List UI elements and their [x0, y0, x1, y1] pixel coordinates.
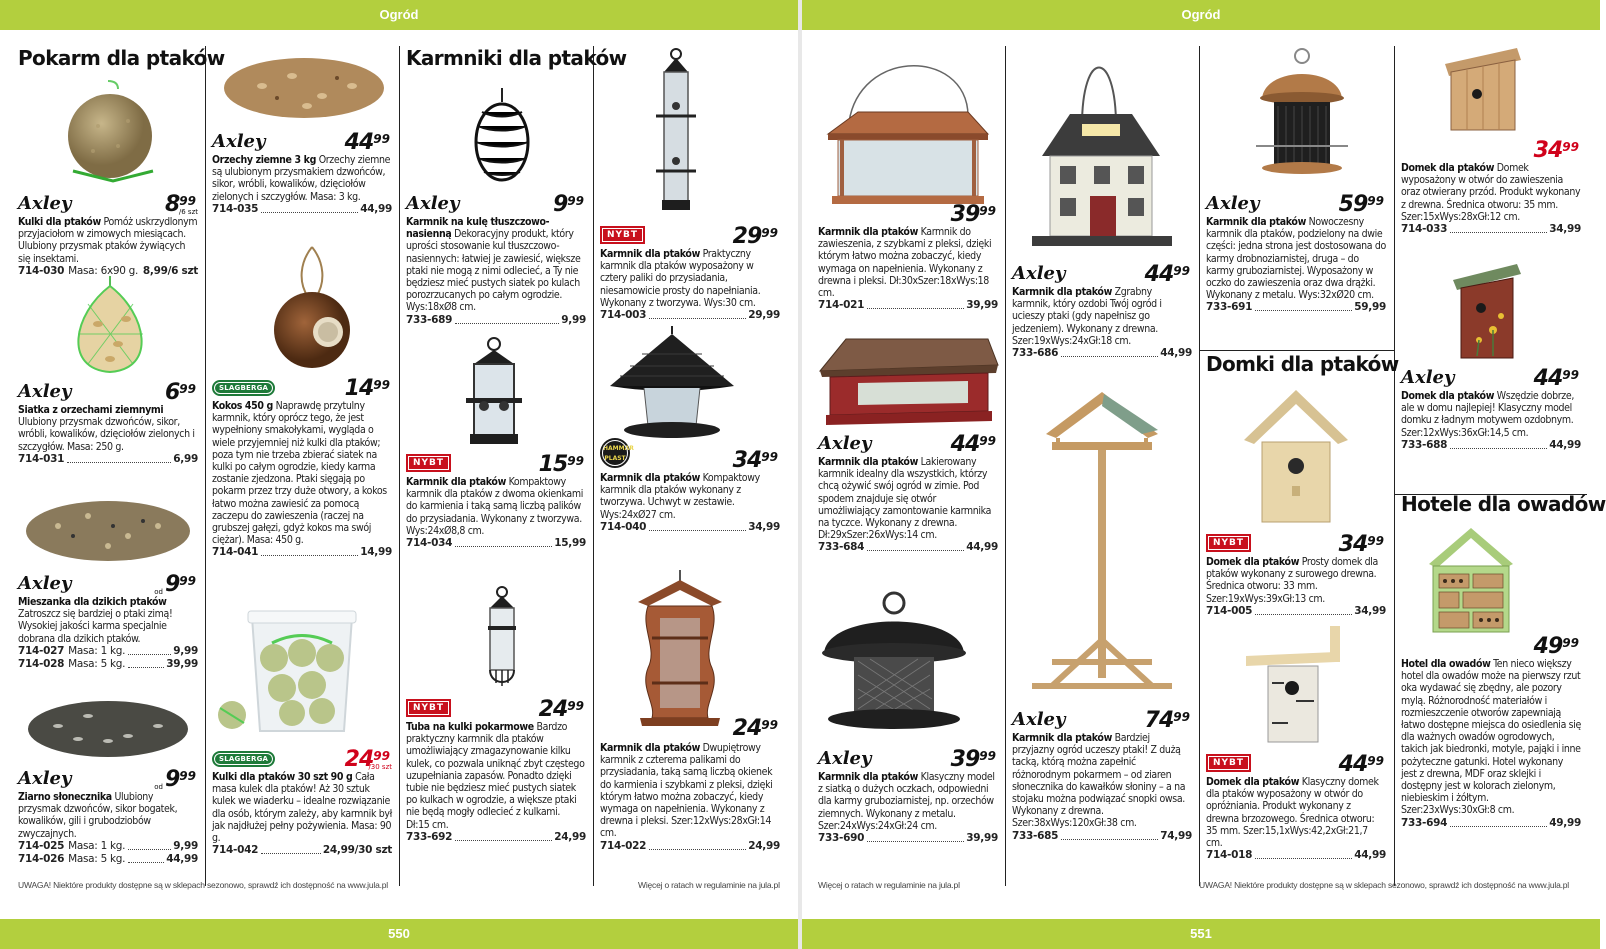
price: $44^{99}$ [1144, 262, 1190, 287]
section-title-domki: Domki dla ptaków [1206, 352, 1399, 376]
product-714-018[interactable]: NYBT $44^{99}$ Domek dla ptaków Klasyczny domek dla ptaków wyposażony w otwór do opróżniania. Produkt wykonany z drewna brzozowego. Średnica otworu: 35 mm. Szer:15,1xWys:42,2xGł:21,7 cm. 714-018 44,99 [1206, 626, 1386, 862]
product-image [1012, 386, 1192, 702]
column-divider [205, 46, 206, 886]
product-image [600, 322, 780, 442]
product-image [18, 274, 198, 374]
product-image [1206, 386, 1386, 526]
price: $39^{99}$ [950, 747, 996, 772]
product-image [600, 568, 780, 728]
page-header-right: Ogród [802, 0, 1600, 30]
footnote-availability: UWAGA! Niektóre produkty dostępne są w sklepach sezonowo, sprawdź ich dostępność na www.jula.pl [18, 880, 388, 890]
product-name: Kulki dla ptaków [18, 216, 101, 228]
product-image [18, 486, 198, 566]
product-714-031[interactable]: Axley $6^{99}$ Siatka z orzechami ziemnymi Ulubiony przysmak dzwońców, sikor, wróbli, kowalików, dzięciołów zielonych i szczygłów. Masa: 250 g. 714-031 6,99 [18, 274, 198, 466]
column-divider [1005, 46, 1006, 886]
product-733-689[interactable]: Axley $9^{99}$ Karmnik na kulę tłuszczowo-nasienną Dekoracyjny produkt, który uprości stosowanie kul tłuszczowo-nasiennych: łatwiej je zawiesić, większe ptaki nie mogą z nimi odlecieć, a Ty nie będziesz mieć pustych siatek po kulach porozrzucanych po całym ogrodzie. Wys:18xØ8 cm. 733-689 9,99 [406, 86, 586, 327]
product-714-041[interactable]: SLAGBERGA $14^{99}$ Kokos 450 g Naprawdę przytulny karmnik, który oprócz tego, że jest wypełniony smakołykami, wygląda o wiele przyjemniej niż kulki dla ptaków; poza tym nie trzeba zbierać siatek na kulki po całym ogrodzie, kiedy karma zostanie zjedzona. Ptaki sięgają po pokarm przez trzy duże otwory, a kokos łatwo można zawiesić za pomocą zaczepu do zawieszenia (raczej na grubszej gałęzi, gdyż kokos ma swój ciężar). Masa: 450 g. 714-041 14,99 [212, 242, 392, 559]
footnote-installments: Więcej o ratach w regulaminie na jula.pl [818, 880, 960, 890]
column-divider [593, 46, 594, 886]
price: $od9^{99}$ [154, 572, 196, 597]
product-714-003[interactable]: NYBT $29^{99}$ Karmnik dla ptaków Praktyczny karmnik dla ptaków wyposażony w cztery paliki do przysiadania, niesamowicie prosty do napełniania. Wykonany z tworzywa. Wys:30 cm. 714-003 29,99 [600, 46, 780, 322]
price: $14^{99}$ [344, 376, 390, 401]
product-image [18, 76, 198, 186]
column-pokarm-2 [212, 46, 392, 886]
product-714-030[interactable]: Axley $8^{99}$ /6 szt Kulki dla ptaków Pomóż uskrzydlonym przyjaciołom w zimowych miesiącach. Ulubiony przysmak ptaków żywiących się insektami. 714-030 Masa: 6x90 g. 8,99/6 szt [18, 76, 198, 278]
price: $74^{99}$ [1144, 708, 1190, 733]
product-733-688[interactable]: Axley $44^{99}$ Domek dla ptaków Wszędzie dobrze, ale w domu najlepiej! Klasyczny model domku z ładnym motywem ozdobnym. Szer:12xWys:36xGł:14,5 cm. 733-688 44,99 [1401, 260, 1581, 452]
price: $44^{99}$ [1533, 366, 1579, 391]
product-image [818, 591, 998, 741]
footnote-availability: UWAGA! Niektóre produkty dostępne są w sklepach sezonowo, sprawdź ich dostępność na www.jula.pl [1199, 880, 1569, 890]
page-header-left: Ogród [0, 0, 798, 30]
footnote-installments: Więcej o ratach w regulaminie na jula.pl [638, 880, 780, 890]
product-733-685[interactable]: Axley $74^{99}$ Karmnik dla ptaków Bardziej przyjazny ogród uczeszy ptaki! Z dużą tacką, którą można zapełnić różnorodnym pokarmem – od ziaren słonecznika do kawałków słoniny – a na stojaku można podwiązać snopki owsa. Wykonany z drewna. Szer:38xWys:120xGł:38 cm. 733-685 74,99 [1012, 386, 1192, 843]
product-image [1206, 626, 1386, 746]
product-714-025[interactable]: Axley $od9^{99}$ Ziarno słonecznika Ulubiony przysmak dzwońców, sikor bogatek, kowalików, gili i grubodziobów zwyczajnych. 714-025 Masa: 1 kg. 9,99 714-026 Masa: 5 kg. 44,99 [18, 691, 198, 866]
product-714-040[interactable]: HAMMAR PLAST $34^{99}$ Karmnik dla ptaków Kompaktowy karmnik dla ptaków wykonany z tworzywa. Uchwyt w zestawie. Wys:24xØ27 cm. 714-040 34,99 [600, 322, 780, 534]
product-image [406, 86, 586, 186]
product-image [406, 586, 586, 691]
brand-nybt: NYBT [406, 454, 451, 472]
product-image [1401, 260, 1581, 360]
price: $44^{99}$ [1338, 752, 1384, 777]
product-714-034[interactable]: NYBT $15^{99}$ Karmnik dla ptaków Kompaktowy karmnik dla ptaków z dwoma okienkami do karmienia i taką samą liczbą palików do przysiadania. Wykonany z tworzywa. Wys:24xØ8,8 cm. 714-034 15,99 [406, 336, 586, 550]
product-714-021[interactable]: $39^{99}$ Karmnik dla ptaków Karmnik do zawieszenia, z szybkami z pleksi, dzięki którym łatwo można zobaczyć, kiedy wymaga on napełnienia. Wykonany z drewna i pleksi. Dł:30xSzer:18xWys:18 cm. 714-021 39,99 [818, 46, 998, 312]
column-karmniki-3 [818, 46, 998, 886]
product-image [1401, 46, 1581, 134]
product-image [818, 46, 998, 206]
price: $49^{99}$ [1533, 634, 1579, 659]
product-image [600, 46, 780, 218]
product-image [818, 331, 998, 426]
product-714-035[interactable]: Axley $44^{99}$ Orzechy ziemne 3 kg Orzechy ziemne są ulubionym przysmakiem dzwońców, sikor, wróbli, kowalików, dzięciołów zielonych i szczygłów. Masa: 3 kg. 714-035 44,99 [212, 46, 392, 216]
price: $24^{99}$ [732, 716, 778, 741]
column-divider [1199, 46, 1200, 886]
price: $34^{99}$ [732, 448, 778, 473]
product-733-692[interactable]: NYBT $24^{99}$ Tuba na kulki pokarmowe Bardzo praktyczny karmnik dla ptaków umożliwiający zmagazynowanie kilku kulek, co pozwala uniknąć zbyt częstego uzupełniania zapasów. Ponadto dzięki tubie nie będziesz mieć pustych siatek po kulkach w ogrodzie, a większe ptaki nie będą mogły odlecieć z kulkami. Dł:15 cm. 733-692 24,99 [406, 586, 586, 844]
column-karmniki-4 [1012, 46, 1192, 886]
price: $29^{99}$ [732, 224, 778, 249]
price: $34^{99}$ [1533, 138, 1579, 163]
column-domki [1206, 46, 1399, 886]
price: $44^{99}$ [344, 130, 390, 155]
brand-hammar: HAMMAR PLAST [600, 438, 630, 468]
price: $15^{99}$ [538, 452, 584, 477]
product-image [18, 691, 198, 761]
column-divider [399, 46, 400, 886]
price: $24^{99}$ [538, 697, 584, 722]
column-divider [1394, 46, 1395, 886]
product-733-694[interactable]: $49^{99}$ Hotel dla owadów Ten nieco większy hotel dla owadów może na pierwszy rzut oka wydawać się zbędny, ale pozory mylą. Różnorodność materiałów i rozmieszczenie otworów zapewniają łatwo dostępne miejsca do osiedlenia się dla ważnych owadów ogrodowych, takich jak biedronki, motyle, pająki i inne pożyteczne gatunki. Hotel wykonany jest z drewna, MDF oraz sklejki i dostępny jest w kolorach zielonym, niebieskim i żółtym. Szer:23xWys:30xGł:8 cm. 733-694 49,99 [1401, 524, 1581, 830]
product-image [212, 242, 392, 370]
price: $od9^{99}$ [154, 767, 196, 792]
product-733-686[interactable]: Axley $44^{99}$ Karmnik dla ptaków Zgrabny karmnik, który ozdobi Twój ogród i ucieszy ptaki (gdy napełnisz go jedzeniem). Wykonany z drewna. Szer:19xWys:24xGł:18 cm. 733-686 44,99 [1012, 46, 1192, 360]
product-image [406, 336, 586, 446]
column-pokarm [18, 46, 225, 886]
brand-slagberga: SLAGBERGA [212, 380, 275, 396]
product-733-690[interactable]: Axley $39^{99}$ Karmnik dla ptaków Klasyczny model z siatką o dużych oczkach, odpowiedni dla karmy gruboziarnistej, np. orzechów ziemnych. Wykonany z metalu. Szer:24xWys:24xGł:24 cm. 733-690 39,99 [818, 591, 998, 845]
product-733-691[interactable]: Axley $59^{99}$ Karmnik dla ptaków Nowoczesny karmnik dla ptaków, podzielony na dwie części: jedna strona jest dostosowana do karmy drobnoziarnistej, druga – do karmy gruboziarnistej. Wyposażony w oczko do zawieszenia oraz dwa drążki. Wykonany z metalu. Wys:32xØ20 cm. 733-691 59,99 [1206, 46, 1386, 314]
product-733-684[interactable]: Axley $44^{99}$ Karmnik dla ptaków Lakierowany karmnik idealny dla wszystkich, którzy chcą ożywić swój ogród w zimie. Pod spodem znajduje się otwór umożliwiający zamontowanie karmnika na tyczce. Wykonany z drewna. Dł:29xSzer:26xWys:14 cm. 733-684 44,99 [818, 331, 998, 554]
price: $39^{99}$ [950, 202, 996, 227]
price: $44^{99}$ [950, 432, 996, 457]
brand-axley: Axley [18, 193, 72, 214]
product-714-005[interactable]: NYBT $34^{99}$ Domek dla ptaków Prosty domek dla ptaków wykonany z surowego drewna. Średnica otworu: 33 mm. Szer:19xWys:39xGł:13 cm. 714-005 34,99 [1206, 386, 1386, 618]
product-714-027[interactable]: Axley $od9^{99}$ Mieszanka dla dzikich ptaków Zatroszcz się bardziej o ptaki zimą! Wysokiej jakości karma specjalnie dobrana dla dzikich ptaków. 714-027 Masa: 1 kg. 9,99 714-028 Masa: 5 kg. 39,99 [18, 486, 198, 671]
price: $59^{99}$ [1338, 192, 1384, 217]
section-title-karmniki: Karmniki dla ptaków [406, 46, 627, 70]
product-image [1012, 46, 1192, 256]
price: $9^{99}$ [552, 192, 584, 217]
product-image [212, 603, 392, 741]
price: $8^{99}$ /6 szt [164, 192, 198, 217]
section-title-pokarm: Pokarm dla ptaków [18, 46, 225, 70]
page-number-right: 551 [802, 919, 1600, 949]
product-image [212, 46, 392, 124]
page-gutter [798, 0, 802, 949]
price: $24^{99}$ /30 szt [344, 747, 392, 772]
product-image [1401, 524, 1581, 634]
price: $6^{99}$ [164, 380, 196, 405]
page-number-left: 550 [0, 919, 798, 949]
column-karmniki-2 [600, 46, 780, 886]
product-714-022[interactable]: $24^{99}$ Karmnik dla ptaków Dwupiętrowy karmnik z czterema palikami do przysiadania, taką samą liczbą okienek do karmienia i szybkami z pleksi, dzięki którym łatwo można zobaczyć, kiedy wymaga on napełnienia. Wykonany z drewna i pleksi. Szer:12xWys:28xGł:14 cm. 714-022 24,99 [600, 568, 780, 853]
price: $34^{99}$ [1338, 532, 1384, 557]
column-domki-2 [1401, 46, 1606, 886]
product-714-042[interactable]: SLAGBERGA $24^{99}$ /30 szt Kulki dla ptaków 30 szt 90 g Cała masa kulek dla ptaków! Aż 30 sztuk kulek we wiaderku – idealne rozwiązanie dla osób, którym zależy, aby karmnik był jak najdłużej pełny pożywienia. Masa: 90 g. 714-042 24,99/30 szt [212, 603, 392, 857]
product-714-033[interactable]: $34^{99}$ Domek dla ptaków Domek wyposażony w otwór do zawieszenia oraz otwierany przód. Produkt wykonany z drewna. Średnica otworu: 35 mm. Szer:15xWys:28xGł:12 cm. 714-033 34,99 [1401, 46, 1581, 236]
section-title-hotele: Hotele dla owadów [1401, 492, 1606, 516]
product-image [1206, 46, 1386, 186]
